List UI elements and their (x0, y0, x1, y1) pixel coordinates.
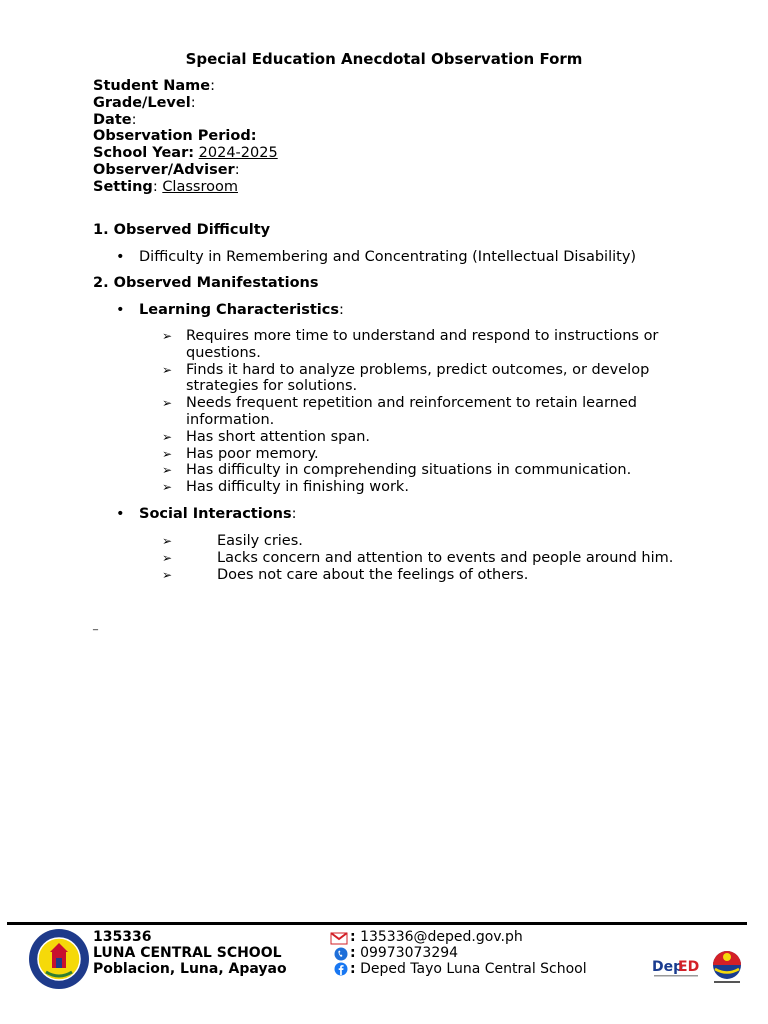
school-name: LUNA CENTRAL SCHOOL (93, 944, 282, 961)
list-item: ➢ Requires more time to understand and respond to instructions or questions. (162, 328, 659, 361)
bullet-icon: • (116, 506, 125, 522)
observer-row: Observer/Adviser: (93, 161, 240, 178)
student-name-row: Student Name: (93, 78, 215, 94)
observation-period-label: Observation Period: (93, 128, 257, 145)
list-item: ➢ Has difficulty in comprehending situations in communication. (162, 462, 632, 479)
arrow-bullet-icon: ➢ (162, 463, 173, 478)
school-year-label: School Year: (93, 145, 195, 162)
setting-value: Classroom (162, 178, 238, 195)
grade-level-label: Grade/Level (93, 94, 191, 111)
observation-period-row (93, 128, 278, 145)
email-row: : 135336@deped.gov.ph (330, 930, 587, 946)
facebook-icon (330, 962, 348, 976)
phone-value: 09973073294 (360, 944, 459, 961)
arrow-bullet-icon: ➢ (162, 329, 173, 343)
school-address: Poblacion, Luna, Apayao (93, 960, 287, 977)
arrow-bullet-icon: ➢ (162, 480, 173, 495)
deped-logo (650, 952, 702, 982)
school-year-value: 2024-2025 (198, 145, 278, 162)
gmail-icon (330, 931, 348, 945)
bullet-icon: • (116, 302, 125, 318)
school-info (93, 930, 287, 977)
bullet-icon: • (116, 249, 125, 265)
school-id: 135336 (93, 929, 152, 945)
learning-characteristics-item: • Learning Characteristics: (116, 302, 344, 318)
list-item: ➢ Has poor memory. (162, 445, 319, 462)
observer-label: Observer/Adviser (93, 161, 235, 178)
arrow-bullet-icon: ➢ (162, 362, 173, 377)
school-year-row (93, 145, 278, 162)
social-interactions-list (162, 533, 682, 583)
footer-divider (7, 922, 747, 925)
stray-mark: _ (93, 620, 98, 631)
setting-row: Setting: Classroom (93, 178, 238, 195)
arrow-bullet-icon: ➢ (162, 446, 173, 461)
list-item: ➢ Lacks concern and attention to events and people around him. (162, 549, 674, 566)
list-item: ➢ Easily cries. (162, 533, 303, 549)
observed-difficulty-heading: 1. Observed Difficulty (93, 222, 271, 238)
arrow-bullet-icon: ➢ (162, 567, 173, 582)
arrow-bullet-icon: ➢ (162, 534, 173, 548)
date-label: Date (93, 111, 132, 128)
contact-info (330, 930, 587, 977)
facebook-row: : Deped Tayo Luna Central School (330, 962, 587, 978)
svg-text:Dep: Dep (652, 959, 684, 975)
phone-icon (330, 947, 348, 961)
observed-manifestations-heading: 2. Observed Manifestations (93, 275, 319, 291)
date-row: Date: (93, 111, 137, 128)
form-title: Special Education Anecdotal Observation Form (185, 50, 583, 68)
arrow-bullet-icon: ➢ (162, 550, 173, 565)
social-interactions-item: • Social Interactions: (116, 506, 297, 522)
list-item: ➢ Needs frequent repetition and reinforcement to retain learned information. (162, 395, 638, 428)
bagong-pilipinas-logo (706, 948, 748, 986)
email-value: 135336@deped.gov.ph (360, 929, 523, 945)
list-item: ➢ Finds it hard to analyze problems, predict outcomes, or develop strategies for solutions. (162, 361, 650, 395)
facebook-value: Deped Tayo Luna Central School (360, 960, 587, 977)
svg-text:ED: ED (678, 959, 700, 975)
list-item: ➢ Has short attention span. (162, 428, 371, 445)
list-item: ➢ Does not care about the feelings of others. (162, 566, 529, 583)
list-item: ➢ Has difficulty in finishing work. (162, 479, 409, 496)
phone-row: : 09973073294 (330, 946, 587, 962)
arrow-bullet-icon: ➢ (162, 396, 173, 411)
school-seal-logo (28, 928, 90, 990)
arrow-bullet-icon: ➢ (162, 429, 173, 444)
setting-label: Setting (93, 178, 153, 195)
student-name-label: Student Name (93, 78, 211, 94)
learning-characteristics-list (162, 328, 682, 496)
difficulty-item: • Difficulty in Remembering and Concentrating (Intellectual Disability) (116, 249, 637, 265)
grade-level-row: Grade/Level: (93, 94, 196, 111)
student-info-block (93, 78, 278, 196)
